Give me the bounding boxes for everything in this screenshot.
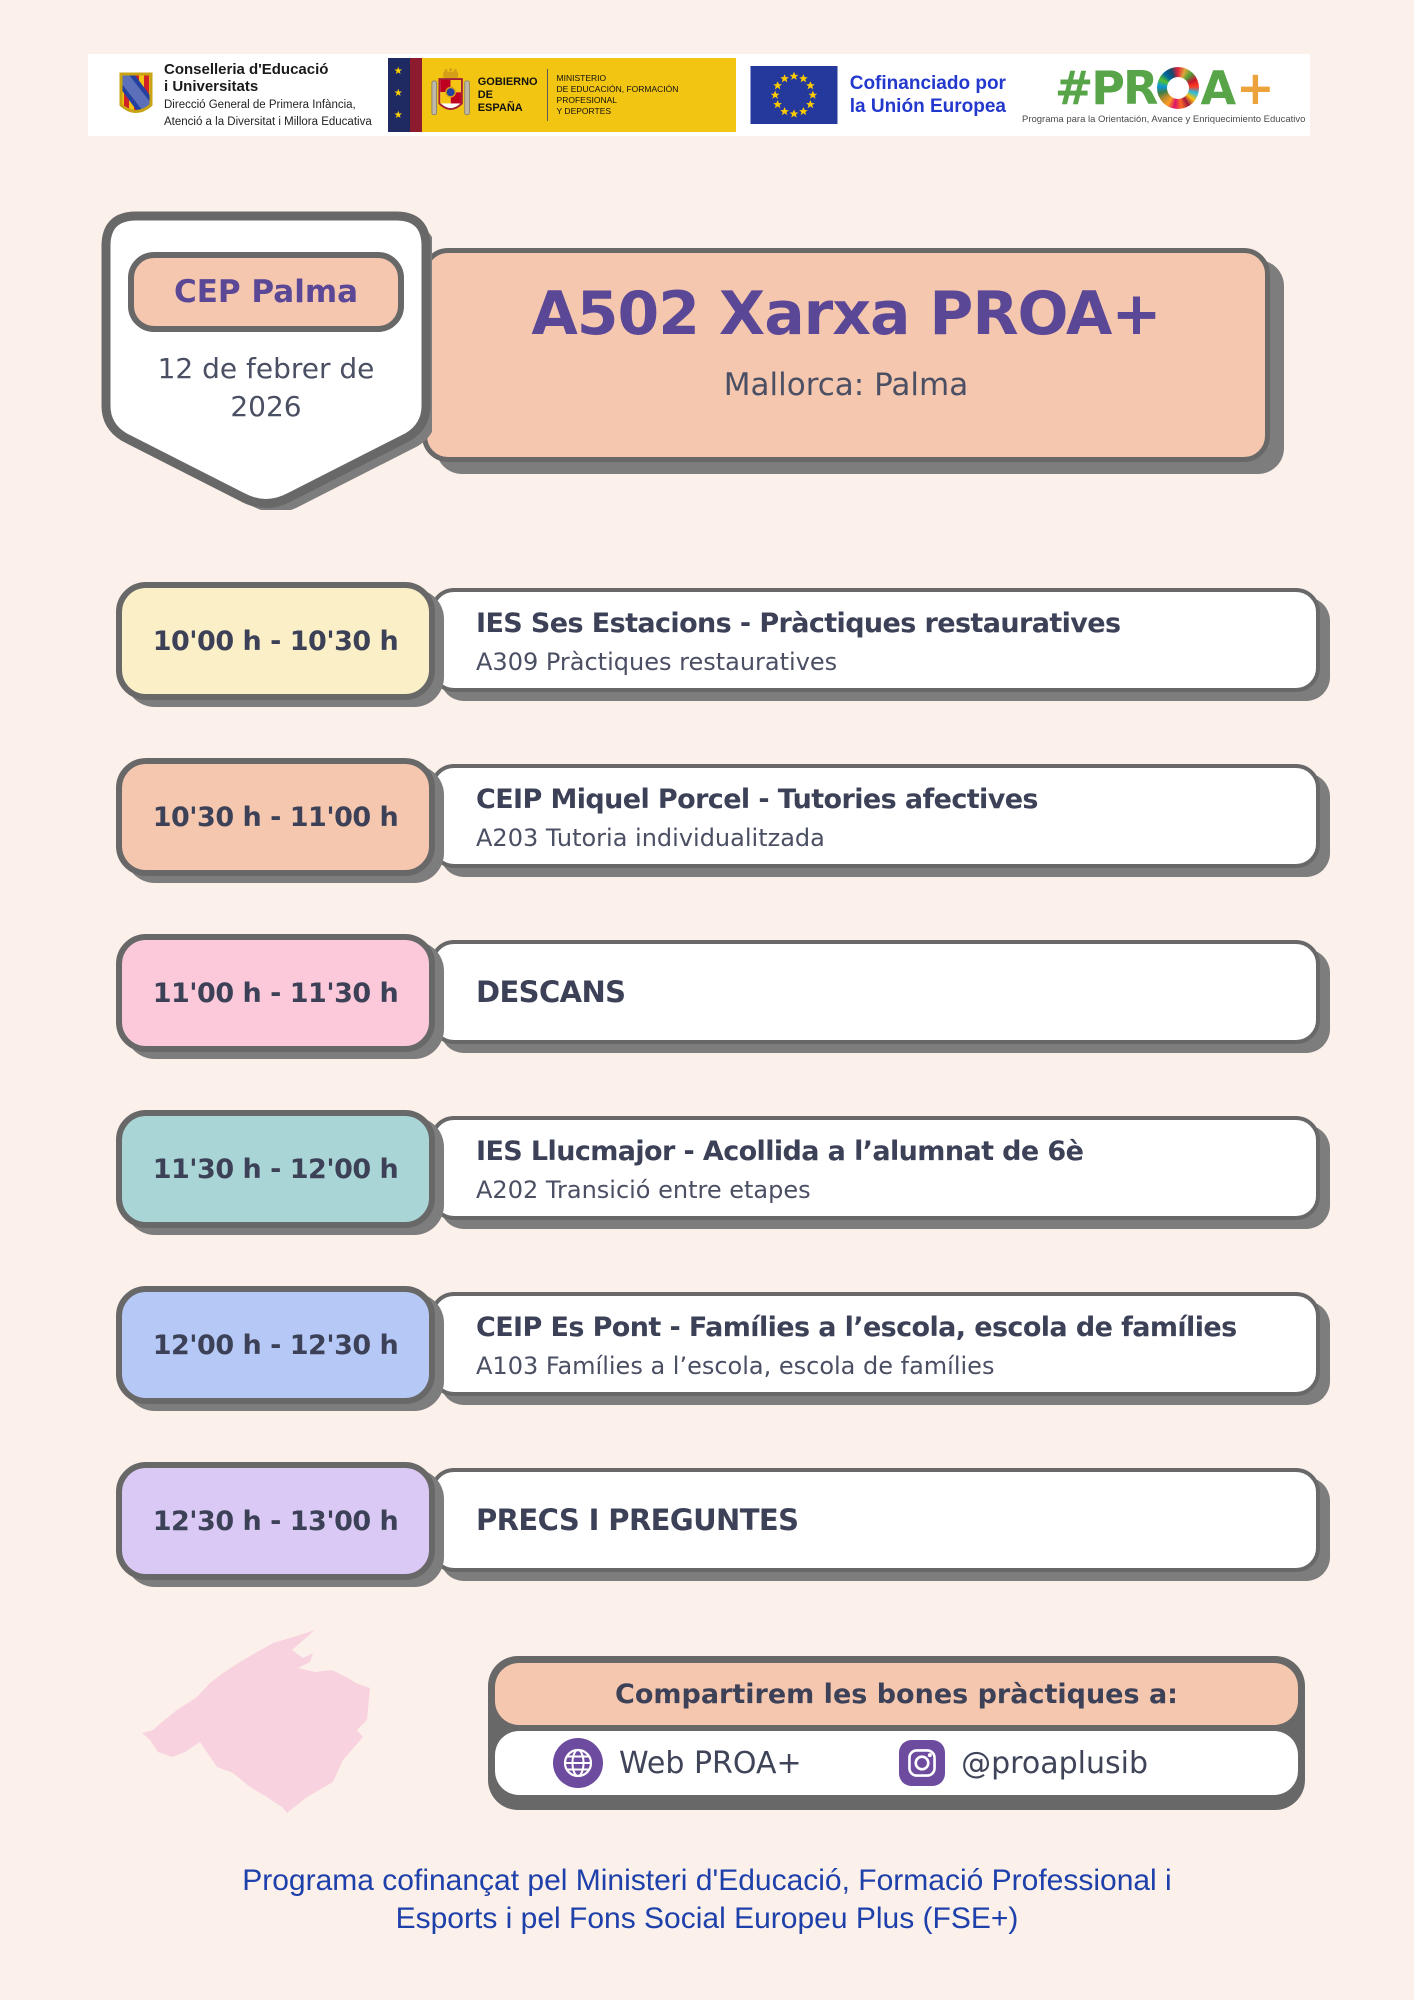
session-card xyxy=(430,1116,1320,1220)
proa-logo-a-text: A xyxy=(1200,61,1235,115)
share-heading-bar xyxy=(495,1663,1298,1725)
session-subtitle: A203 Tutoria individualitzada xyxy=(476,824,825,852)
ministry-line3: Y DEPORTES xyxy=(556,106,612,116)
time-badge xyxy=(116,1110,435,1228)
time-badge xyxy=(116,1286,435,1404)
gobierno-name-line1: GOBIERNO xyxy=(477,75,538,88)
event-location: Mallorca: Palma xyxy=(723,367,969,403)
conselleria-logo-block xyxy=(118,61,372,129)
session-subtitle: A103 Famílies a l’escola, escola de famílies xyxy=(476,1352,995,1380)
session-subtitle: A309 Pràctiques restauratives xyxy=(476,648,838,676)
ministry-line2: DE EDUCACIÓN, FORMACIÓN PROFESIONAL xyxy=(556,84,679,105)
globe-icon xyxy=(553,1738,603,1788)
eu-flag-icon xyxy=(750,66,838,124)
conselleria-title-line2: i Universitats xyxy=(164,78,259,95)
gobierno-divider xyxy=(547,69,548,121)
session-title: PRECS I PREGUNTES xyxy=(476,1503,799,1537)
event-title-card xyxy=(422,248,1270,462)
session-card xyxy=(430,1468,1320,1572)
time-badge xyxy=(116,582,435,700)
balearic-coat-of-arms-icon xyxy=(118,71,154,119)
session-card xyxy=(430,588,1320,692)
event-date-line1: 12 de febrer de xyxy=(157,352,375,385)
sdg-wheel-icon xyxy=(1157,67,1199,109)
logo-bar xyxy=(88,54,1310,136)
eu-cofunded-logo-block xyxy=(750,66,1006,124)
schedule-row xyxy=(116,1462,1320,1582)
footer-funding-note xyxy=(0,1862,1414,1938)
web-link-label: Web PROA+ xyxy=(619,1745,802,1781)
cep-palma-label: CEP Palma xyxy=(173,274,359,310)
cep-palma-badge xyxy=(128,252,404,332)
instagram-icon xyxy=(899,1740,945,1786)
proa-tagline: Programa para la Orientación, Avance y Enriquecimiento Educativo xyxy=(1021,114,1306,125)
proa-logo-plus-text: + xyxy=(1236,61,1273,115)
conselleria-title-line1: Conselleria d'Educació xyxy=(164,61,329,78)
proa-logo-hash-text: #PR xyxy=(1054,61,1157,115)
ministry-line1: MINISTERIO xyxy=(556,73,607,83)
mallorca-map xyxy=(136,1628,376,1823)
footer-line2: Esports i pel Fons Social Europeu Plus (FSE+) xyxy=(395,1902,1019,1935)
schedule-row xyxy=(116,582,1320,702)
event-title: A502 Xarxa PROA+ xyxy=(531,279,1161,349)
conselleria-subtitle-line2: Atenció a la Diversitat i Millora Educativa xyxy=(164,116,372,128)
mallorca-silhouette xyxy=(142,1630,370,1813)
time-badge xyxy=(116,934,435,1052)
eu-text-line2: la Unión Europea xyxy=(849,96,1006,117)
session-title: CEIP Es Pont - Famílies a l’escola, escola de famílies xyxy=(476,1312,1237,1343)
time-badge xyxy=(116,758,435,876)
spain-flag-red-stripe xyxy=(410,58,422,132)
schedule-row xyxy=(116,1110,1320,1230)
gobierno-espana-logo-block xyxy=(388,58,736,132)
session-title: DESCANS xyxy=(476,975,626,1009)
gobierno-name-line2: DE ESPAÑA xyxy=(477,88,523,114)
time-label: 12'30 h - 13'00 h xyxy=(152,1505,399,1537)
session-subtitle: A202 Transició entre etapes xyxy=(476,1176,811,1204)
session-card xyxy=(430,764,1320,868)
event-date xyxy=(118,350,414,426)
schedule-row xyxy=(116,1286,1320,1406)
instagram-handle: @proaplusib xyxy=(961,1745,1148,1781)
time-label: 11'30 h - 12'00 h xyxy=(152,1153,399,1185)
session-title: CEIP Miquel Porcel - Tutories afectives xyxy=(476,784,1038,815)
session-card xyxy=(430,1292,1320,1396)
time-badge xyxy=(116,1462,435,1580)
footer-line1: Programa cofinançat pel Ministeri d'Educació, Formació Professional i xyxy=(242,1864,1172,1897)
session-card xyxy=(430,940,1320,1044)
time-label: 11'00 h - 11'30 h xyxy=(152,977,399,1009)
share-card xyxy=(488,1656,1305,1810)
session-title: IES Llucmajor - Acollida a l’alumnat de 6è xyxy=(476,1136,1084,1167)
schedule-row xyxy=(116,758,1320,878)
time-label: 10'00 h - 10'30 h xyxy=(152,625,399,657)
share-links-bar xyxy=(495,1731,1298,1795)
schedule-row xyxy=(116,934,1320,1054)
spain-flag-stars-icon: ★ ★ ★ xyxy=(388,58,411,132)
eu-text-line1: Cofinanciado por xyxy=(849,73,1006,94)
event-date-line2: 2026 xyxy=(230,390,302,423)
proa-plus-logo-block xyxy=(1021,61,1306,125)
time-label: 10'30 h - 11'00 h xyxy=(152,801,399,833)
share-heading: Compartirem les bones pràctiques a: xyxy=(615,1678,1178,1710)
instagram-link[interactable] xyxy=(899,1740,1148,1786)
spain-coat-of-arms-icon xyxy=(430,66,471,124)
conselleria-subtitle-line1: Direcció General de Primera Infància, xyxy=(164,99,356,111)
web-link[interactable] xyxy=(553,1738,802,1788)
session-title: IES Ses Estacions - Pràctiques restauratives xyxy=(476,608,1121,639)
time-label: 12'00 h - 12'30 h xyxy=(152,1329,399,1361)
